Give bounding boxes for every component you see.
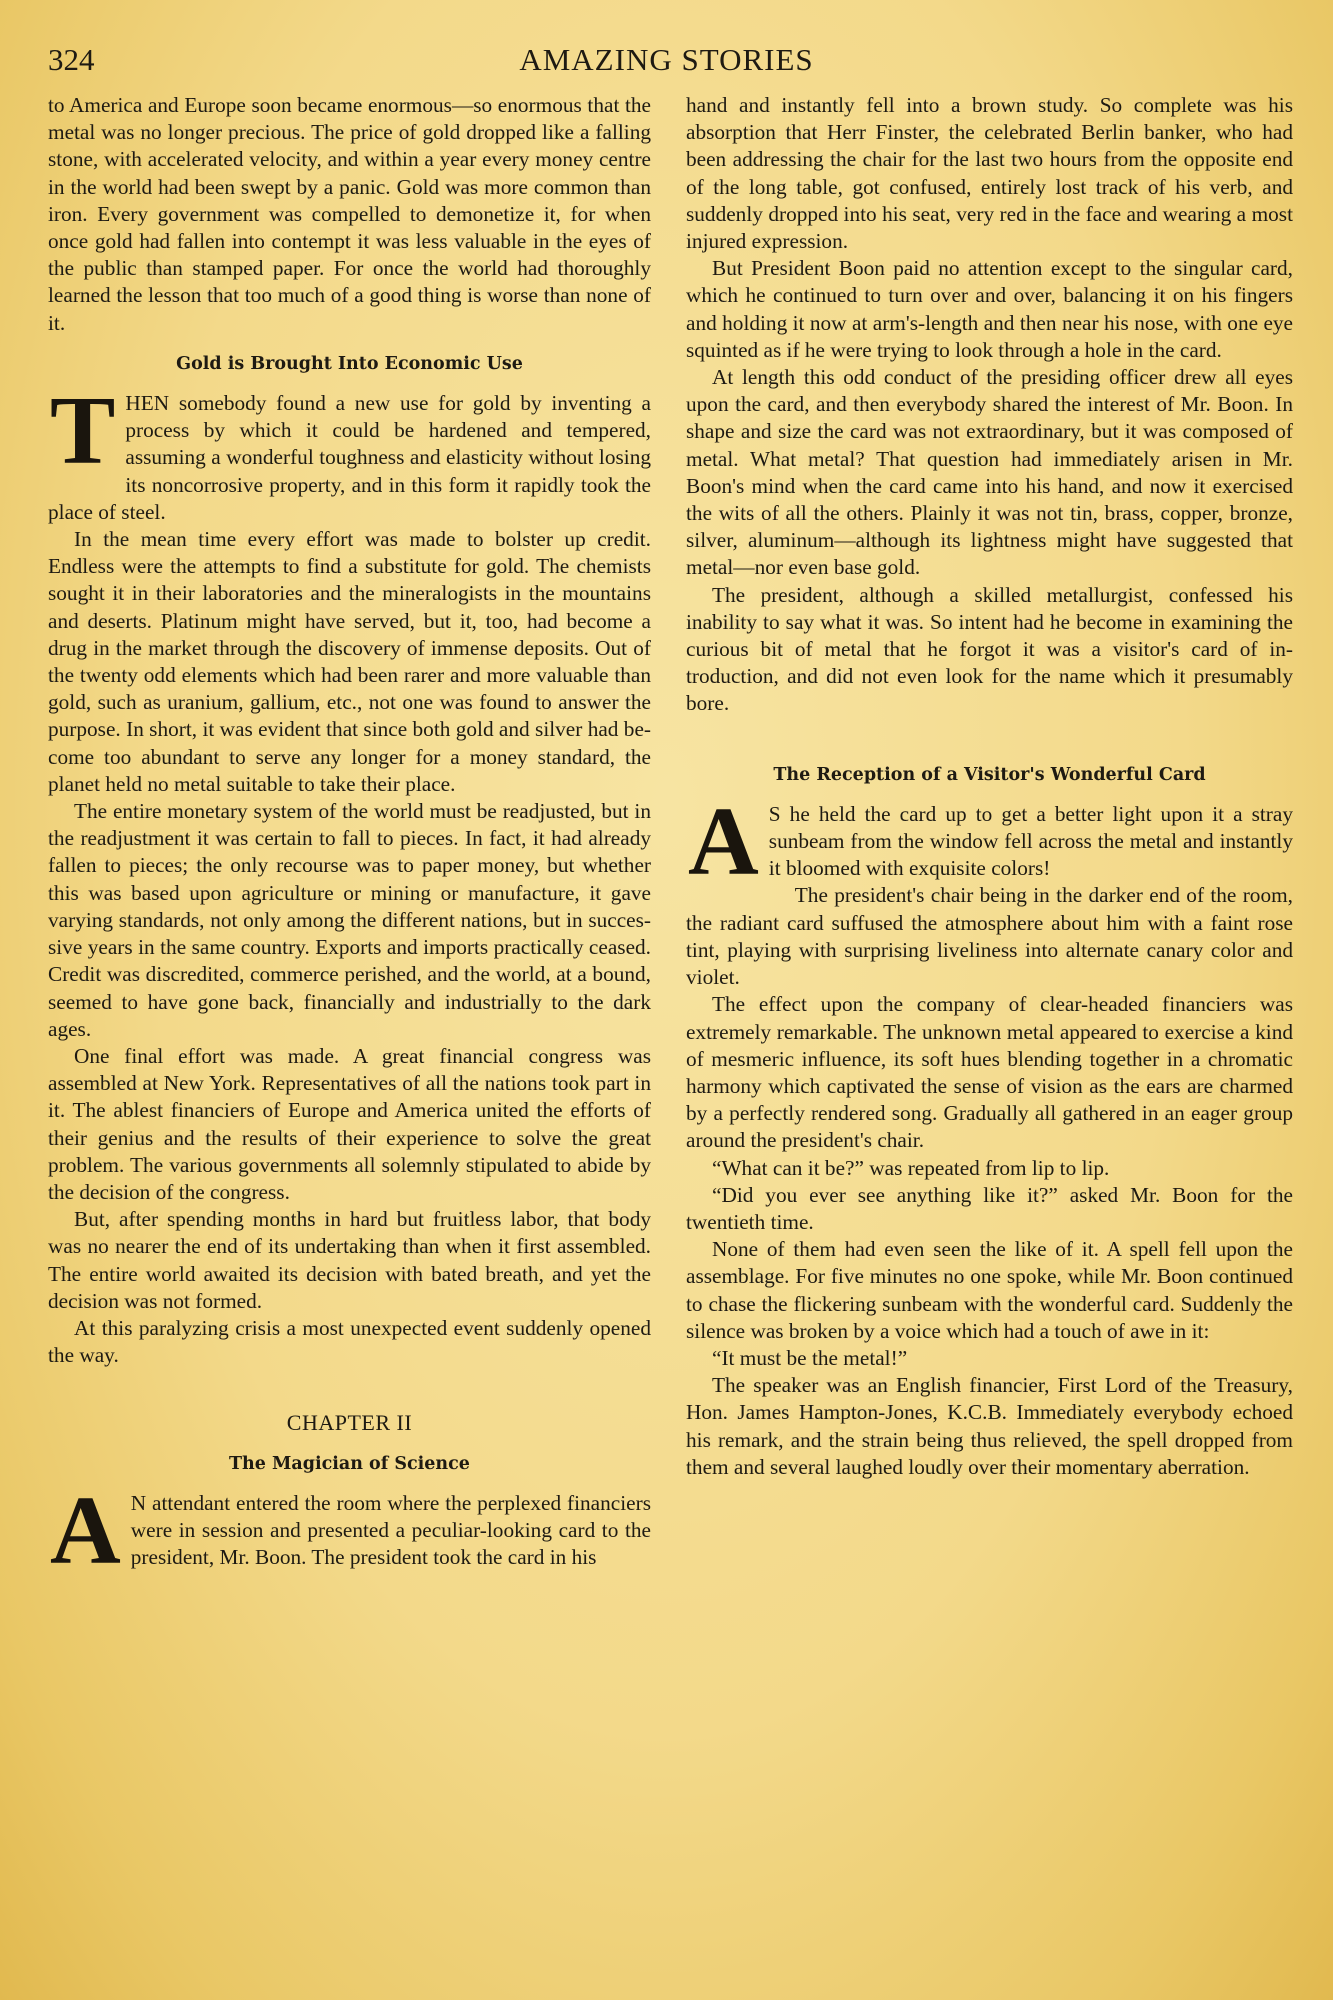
paragraph-with-dropcap bbox=[686, 787, 1293, 896]
drop-cap: A bbox=[50, 1476, 121, 1585]
section-subhead: The Reception of a Visitor's Wonderful Card bbox=[773, 764, 1206, 785]
magazine-title: AMAZING STORIES bbox=[519, 42, 814, 77]
paragraph: “It must be the metal!” bbox=[712, 1345, 908, 1370]
section-subhead: The Magician of Science bbox=[229, 1453, 470, 1474]
paragraph: The effect upon the company of clear-headed financiers was extremely remarkable. The unknown metal appeared to exercise a kind of mesmeric influence, its soft hues blending together in a chromatic harmony which captivated the sense of vision as the ears are charmed by a perfectly rendered song. Gradually all gathered in an eager group around the president's chair. bbox=[686, 992, 1293, 1153]
paragraph: But President Boon paid no attention except to the singular card, which he continued to turn over and over, balancing it on his fingers and holding it now at arm's-length and then near his nose, with one eye squinted as if he were trying to look through a hole in the card. bbox=[686, 256, 1293, 362]
paragraph: None of them had even seen the like of it. A spell fell upon the assemblage. For five minutes no one spoke, while Mr. Boon continued to chase the flickering sunbeam with the wonderful card. Suddenly the silence was broken by a voice which had a touch of awe in it: bbox=[686, 1237, 1293, 1343]
paragraph: hand and instantly fell into a brown study. So complete was his absorption that Herr Finster, the celebrated Berlin banker, who had been addressing the chair for the last two hours from the opposite end of the long table, got confused, entirely lost track of his verb, and suddenly dropped into his seat, very red in the face and wearing a most injured expression. bbox=[686, 93, 1293, 254]
paragraph-with-dropcap bbox=[48, 377, 651, 526]
section-subhead: Gold is Brought Into Economic Use bbox=[176, 353, 523, 374]
paragraph: At length this odd conduct of the presiding officer drew all eyes upon the card, and then everybody shared the interest of Mr. Boon. In shape and size the card was not extraordinary, but it was composed of metal. What metal? That question had immediately arisen in Mr. Boon's mind when the card came into his hand, and now it exercised the wits of all the others. Plainly it was not tin, brass, copper, bronze, silver, aluminum—although its lightness might have suggested that metal—nor even base gold. bbox=[686, 365, 1293, 580]
paragraph-with-dropcap bbox=[48, 1476, 651, 1585]
chapter-heading: CHAPTER II bbox=[286, 1410, 413, 1436]
paragraph: The entire monetary system of the world must be readjusted, but in the readjustment it was certain to fall to pieces. In fact, it had already fallen to pieces; the only recourse was to paper money, but whether this was based upon agriculture or mining or manufacture, it gave varying standards, not only among the different nations, but in successive years in the same country. Exports and imports practically ceased. Credit was discredited, commerce perished, and the world, at a bound, seemed to have gone back, financially and industrially to the dark ages. bbox=[48, 799, 651, 1041]
right-column bbox=[686, 92, 1293, 1481]
paragraph: At this paralyzing crisis a most unexpected event suddenly opened the way. bbox=[48, 1315, 651, 1368]
paragraph-text: HEN somebody found a new use for gold by inventing a process by which it could be hardened and tempered, assuming a wonderful toughness and elasticity without losing its noncorrosive property, and in this form it rapidly took the place of steel. bbox=[48, 391, 651, 524]
paragraph: The speaker was an English financier, First Lord of the Treasury, Hon. James Hampton-Jones, K.C.B. Immediately everybody echoed his remark, and the strain being thus relieved, the spell dropped from them and several laughed loudly over their momentary aberration. bbox=[686, 1373, 1293, 1479]
paragraph: In the mean time every effort was made to bolster up credit. Endless were the attempts to find a substitute for gold. The chemists sought it in their laboratories and the mineralogists in the mountains and deserts. Platinum might have served, but it, too, had become a drug in the market through the discovery of immense deposits. Out of the twenty odd elements which had been rarer and more valuable than gold, such as uranium, gallium, etc., not one was found to answer the purpose. In short, it was evident that since both gold and silver had become too abundant to serve any longer for a money standard, the planet held no metal suitable to take their place. bbox=[48, 527, 651, 796]
paragraph: The president's chair being in the darker end of the room, the radiant card suffused the atmosphere about him with a faint rose tint, playing with surprising liveliness into alternate canary color and violet. bbox=[686, 883, 1293, 990]
drop-cap: A bbox=[688, 787, 759, 896]
paragraph: The president, although a skilled metallurgist, confessed his inability to say what it was. So intent had he become in examining the curious bit of metal that he forgot it was a visitor's card of introduction, and did not even look for the name which it presumably bore. bbox=[686, 582, 1293, 716]
paragraph: to America and Europe soon became enormous—so enormous that the metal was no longer precious. The price of gold dropped like a falling stone, with accelerated velocity, and within a year every money centre in the world had been swept by a panic. Gold was more common than iron. Every government was compelled to demonetize it, for when once gold had fallen into contempt it was less valuable in the eyes of the public than stamped paper. For once the world had thoroughly learned the lesson that too much of a good thing is worse than none of it. bbox=[48, 93, 651, 335]
left-column bbox=[48, 92, 651, 1585]
paragraph: “Did you ever see anything like it?” asked Mr. Boon for the twentieth time. bbox=[686, 1182, 1293, 1234]
page-number: 324 bbox=[48, 42, 95, 77]
paragraph: One final effort was made. A great financial congress was assembled at New York. Representatives of all the nations took part in it. The ablest financiers of Europe and America united the efforts of their genius and the results of their experience to solve the great problem. The various governments all solemnly stipulated to abide by the decision of the congress. bbox=[48, 1043, 651, 1204]
paragraph-text: S he held the card up to get a better light upon it a stray sunbeam from the window fell across the metal and instantly it bloomed with exquisite colors! bbox=[768, 801, 1293, 881]
page-header bbox=[48, 40, 1285, 80]
paragraph: “What can it be?” was repeated from lip to lip. bbox=[712, 1155, 1110, 1180]
spacer bbox=[686, 718, 1293, 748]
drop-cap: T bbox=[50, 377, 116, 486]
paragraph-text: N attendant entered the room where the perplexed financiers were in session and presented a peculiar-looking card to the president, Mr. Boon. The president took the card in his bbox=[130, 1490, 651, 1570]
paragraph: But, after spending months in hard but fruitless labor, that body was no nearer the end of its undertaking than when it first assembled. The entire world awaited its decision with bated breath, and yet the decision was not formed. bbox=[48, 1207, 651, 1313]
